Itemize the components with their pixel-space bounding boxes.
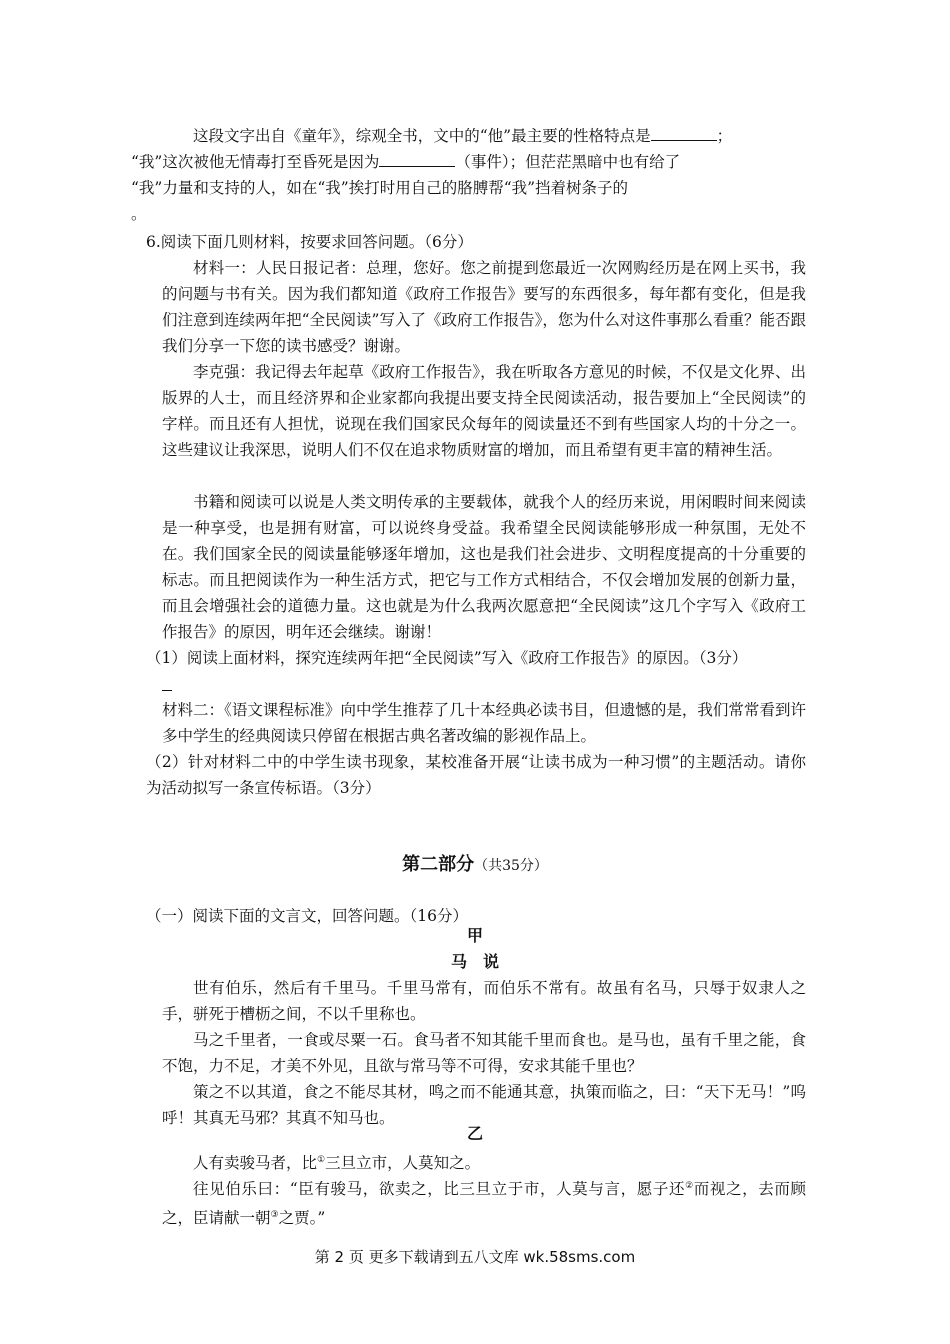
page-footer: 第 2 页 更多下载请到五八文库 wk.58sms.com — [314, 1248, 636, 1266]
material-1-paragraph: 材料一：人民日报记者：总理，您好。您之前提到您最近一次网购经历是在网上买书，我的问题与书有关。因为我们都知道《政府工作报告》要写的东西很多，每年都有变化，但是我们注意到连续两年把“全民阅读”写入了《政府工作报告》，您为什么对这件事那么看重？能否跟我们分享一下您的读书感受？谢谢。 — [162, 259, 806, 355]
yi-paragraph-2: 往见伯乐曰：“臣有骏马，欲卖之，比三旦立于市，人莫与言，愿子还②而视之，去而顾之，臣请献一朝③之贾。” — [162, 1180, 806, 1228]
classical-paragraph-3: 策之不以其道，食之不能尽其材，鸣之而不能通其意，执策而临之，曰：“天下无马！”呜呼！其真无马邪？其真不知马也。 — [162, 1083, 806, 1127]
sub-question-2: （2）针对材料二中的中学生读书现象，某校准备开展“让读书成为一种习惯”的主题活动。请你为活动拟写一条宣传标语。（3分） — [146, 753, 806, 797]
text-title-mashuo: 马 说 — [450, 952, 499, 971]
material-2-paragraph: 材料二：《语文课程标准》向中学生推荐了几十本经典必读书目，但遗憾的是，我们常常看到许多中学生的经典阅读只停留在根据古典名著改编的影视作品上。 — [162, 701, 806, 745]
section-1-heading: （一）阅读下面的文言文，回答问题。（16分） — [146, 907, 468, 925]
answer-blank-1[interactable] — [651, 124, 717, 141]
question-6-heading: 6.阅读下面几则材料，按要求回答问题。（6分） — [146, 233, 473, 251]
classical-paragraph-1: 世有伯乐，然后有千里马。千里马常有，而伯乐不常有。故虽有名马，只辱于奴隶人之手，骈死于槽枥之间，不以千里称也。 — [162, 979, 806, 1023]
text-yi-label: 乙 — [466, 1124, 483, 1143]
text-童年-question: 这段文字出自《童年》，综观全书，文中的“他”最主要的性格特点是 ； “我”这次被他无情毒打至昏死是因为 （事件）；但茫茫黑暗中也有给了 “我”力量和支持的人，如在“我”挨打时用自己的胳膊帮“我”挡着树条子的 。 — [162, 123, 806, 227]
text-jia-label: 甲 — [466, 926, 483, 945]
sub-question-1: （1）阅读上面材料，探究连续两年把“全民阅读”写入《政府工作报告》的原因。（3分） — [146, 649, 748, 667]
material-1-answer-2: 书籍和阅读可以说是人类文明传承的主要载体，就我个人的经历来说，用闲暇时间来阅读是一种享受，也是拥有财富，可以说终身受益。我希望全民阅读能够形成一种氛围，无处不在。我们国家全民的阅读量能够逐年增加，这也是我们社会进步、文明程度提高的十分重要的标志。而且把阅读作为一种生活方式，把它与工作方式相结合，不仅会增加发展的创新力量，而且会增强社会的道德力量。这也就是为什么我两次愿意把“全民阅读”这几个字写入《政府工作报告》的原因，明年还会继续。谢谢！ — [162, 493, 806, 641]
part-2-heading: 第二部分（共35分） — [402, 854, 548, 875]
answer-blank-2[interactable] — [379, 150, 455, 167]
yi-paragraph-1: 人有卖骏马者，比①三旦立市，人莫知之。 — [193, 1154, 481, 1173]
answer-line-1[interactable] — [162, 690, 172, 691]
material-1-answer-1: 李克强：我记得去年起草《政府工作报告》，我在听取各方意见的时候，不仅是文化界、出版界的人士，而且经济界和企业家都向我提出要支持全民阅读活动，报告要加上“全民阅读”的字样。而且还有人担忧，说现在我们国家民众每年的阅读量还不到有些国家人均的十分之一。这些建议让我深思，说明人们不仅在追求物质财富的增加，而且希望有更丰富的精神生活。 — [162, 363, 806, 459]
classical-paragraph-2: 马之千里者，一食或尽粟一石。食马者不知其能千里而食也。是马也，虽有千里之能，食不饱，力不足，才美不外见，且欲与常马等不可得，安求其能千里也？ — [162, 1031, 806, 1075]
